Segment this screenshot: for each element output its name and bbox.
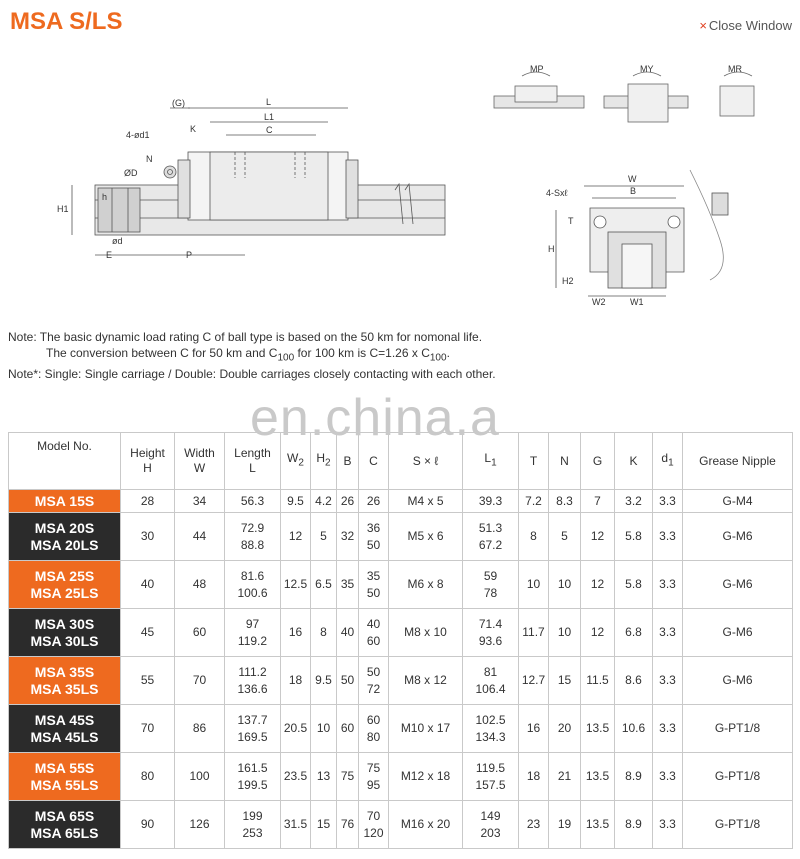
- cell-d1: 3.3: [653, 753, 683, 801]
- cell-h2: 13: [311, 753, 337, 801]
- cell-b: 35: [337, 561, 359, 609]
- label-w1: W1: [630, 297, 644, 307]
- cell-w2: 12.5: [281, 561, 311, 609]
- label-od: ØD: [124, 168, 138, 178]
- table-row: [9, 753, 793, 801]
- label-w: W: [628, 174, 637, 184]
- technical-drawing: [0, 0, 800, 320]
- cell-sxl: M10 x 17: [389, 705, 463, 753]
- cell-c: 70 120: [359, 801, 389, 849]
- cell-length: 72.9 88.8: [225, 513, 281, 561]
- cell-sxl: M16 x 20: [389, 801, 463, 849]
- label-b: B: [630, 186, 637, 196]
- cell-sxl: M6 x 8: [389, 561, 463, 609]
- cell-width: 100: [175, 753, 225, 801]
- end-view-drawing: [556, 170, 728, 296]
- cell-d1: 3.3: [653, 705, 683, 753]
- cell-g: 13.5: [581, 801, 615, 849]
- cell-height: 45: [121, 609, 175, 657]
- cell-g: 7: [581, 490, 615, 513]
- close-icon: ×: [699, 18, 707, 33]
- cell-grease-nipple: G-M6: [683, 609, 793, 657]
- cell-g: 12: [581, 609, 615, 657]
- label-mp: MP: [530, 64, 544, 74]
- cell-d1: 3.3: [653, 801, 683, 849]
- cell-h2: 4.2: [311, 490, 337, 513]
- cell-n: 8.3: [549, 490, 581, 513]
- cell-k: 10.6: [615, 705, 653, 753]
- label-mr: MR: [728, 64, 742, 74]
- col-l1: $L_1$: [463, 433, 519, 490]
- table-row: [9, 513, 793, 561]
- cell-k: 3.2: [615, 490, 653, 513]
- col-g: G: [581, 433, 615, 490]
- cell-l1: 39.3: [463, 490, 519, 513]
- cell-b: 26: [337, 490, 359, 513]
- cell-length: 137.7 169.5: [225, 705, 281, 753]
- cell-t: 11.7: [519, 609, 549, 657]
- cell-t: 18: [519, 753, 549, 801]
- watermark: en.china.a: [250, 389, 500, 447]
- cell-n: 21: [549, 753, 581, 801]
- cell-l1: 149 203: [463, 801, 519, 849]
- note-line-3: Note*: Single: Single carriage / Double: Double carriages closely contacting with each other.: [8, 367, 496, 382]
- model-cell: MSA 30S MSA 30LS: [9, 609, 121, 657]
- cell-n: 15: [549, 657, 581, 705]
- cell-width: 70: [175, 657, 225, 705]
- cell-w2: 23.5: [281, 753, 311, 801]
- cell-length: 111.2 136.6: [225, 657, 281, 705]
- cell-height: 28: [121, 490, 175, 513]
- cell-h2: 15: [311, 801, 337, 849]
- label-l1: L1: [264, 112, 275, 122]
- cell-g: 13.5: [581, 705, 615, 753]
- cell-width: 86: [175, 705, 225, 753]
- label-n: N: [146, 154, 153, 164]
- spec-table: [8, 432, 793, 849]
- cell-length: 81.6 100.6: [225, 561, 281, 609]
- label-4d1: 4-ød1: [126, 130, 150, 140]
- model-cell: MSA 65S MSA 65LS: [9, 801, 121, 849]
- col-model: Model No.: [9, 433, 121, 490]
- cell-t: 8: [519, 513, 549, 561]
- label-my: MY: [640, 64, 654, 74]
- cell-w2: 9.5: [281, 490, 311, 513]
- cell-grease-nipple: G-PT1/8: [683, 705, 793, 753]
- cell-width: 44: [175, 513, 225, 561]
- cell-l1: 81 106.4: [463, 657, 519, 705]
- cell-width: 48: [175, 561, 225, 609]
- cell-l1: 71.4 93.6: [463, 609, 519, 657]
- model-cell: MSA 20S MSA 20LS: [9, 513, 121, 561]
- cell-g: 13.5: [581, 753, 615, 801]
- cell-grease-nipple: G-M4: [683, 490, 793, 513]
- cell-grease-nipple: G-PT1/8: [683, 801, 793, 849]
- cell-grease-nipple: G-M6: [683, 513, 793, 561]
- col-d1: $d_1$: [653, 433, 683, 490]
- col-length: Length L: [225, 433, 281, 490]
- cell-w2: 31.5: [281, 801, 311, 849]
- cell-g: 11.5: [581, 657, 615, 705]
- col-width: Width W: [175, 433, 225, 490]
- table-row: [9, 609, 793, 657]
- col-n: N: [549, 433, 581, 490]
- cell-b: 60: [337, 705, 359, 753]
- cell-k: 8.9: [615, 753, 653, 801]
- col-b: B: [337, 433, 359, 490]
- cell-n: 10: [549, 561, 581, 609]
- note-line-1: Note: The basic dynamic load rating C of ball type is based on the 50 km for nomonal life.: [8, 330, 483, 344]
- cell-b: 76: [337, 801, 359, 849]
- cell-l1: 51.3 67.2: [463, 513, 519, 561]
- cell-n: 19: [549, 801, 581, 849]
- label-t: T: [568, 216, 574, 226]
- cell-k: 6.8: [615, 609, 653, 657]
- cell-height: 90: [121, 801, 175, 849]
- cell-length: 97 119.2: [225, 609, 281, 657]
- cell-t: 7.2: [519, 490, 549, 513]
- cell-l1: 59 78: [463, 561, 519, 609]
- page-title: MSA S/LS: [10, 8, 123, 35]
- cell-c: 40 60: [359, 609, 389, 657]
- label-d: ød: [112, 236, 123, 246]
- cell-h2: 10: [311, 705, 337, 753]
- table-row: [9, 705, 793, 753]
- col-h2: $H_2$: [311, 433, 337, 490]
- col-k: K: [615, 433, 653, 490]
- cell-height: 80: [121, 753, 175, 801]
- cell-w2: 16: [281, 609, 311, 657]
- cell-d1: 3.3: [653, 490, 683, 513]
- cell-n: 20: [549, 705, 581, 753]
- cell-b: 40: [337, 609, 359, 657]
- cell-k: 8.9: [615, 801, 653, 849]
- col-c: C: [359, 433, 389, 490]
- note-line-2: The conversion between C for 50 km and $C_{100}$ for 100 km is C=1.26 x $C_{100}$.: [46, 346, 450, 364]
- label-p: P: [186, 250, 193, 260]
- col-sxl: S × ℓ: [389, 433, 463, 490]
- label-h: h: [102, 192, 108, 202]
- cell-length: 161.5 199.5: [225, 753, 281, 801]
- cell-c: 36 50: [359, 513, 389, 561]
- model-cell: MSA 25S MSA 25LS: [9, 561, 121, 609]
- table-row: [9, 561, 793, 609]
- cell-height: 30: [121, 513, 175, 561]
- col-grease-nipple: Grease Nipple: [683, 433, 793, 490]
- cell-t: 12.7: [519, 657, 549, 705]
- cell-t: 10: [519, 561, 549, 609]
- cell-height: 40: [121, 561, 175, 609]
- cell-height: 55: [121, 657, 175, 705]
- cell-h2: 6.5: [311, 561, 337, 609]
- cell-k: 5.8: [615, 561, 653, 609]
- cell-h2: 8: [311, 609, 337, 657]
- cell-sxl: M8 x 10: [389, 609, 463, 657]
- label-c: C: [266, 125, 273, 135]
- cell-g: 12: [581, 513, 615, 561]
- cell-width: 60: [175, 609, 225, 657]
- cell-n: 10: [549, 609, 581, 657]
- cell-k: 8.6: [615, 657, 653, 705]
- cell-c: 50 72: [359, 657, 389, 705]
- table-header-row: [9, 433, 793, 490]
- cell-t: 16: [519, 705, 549, 753]
- cell-c: 60 80: [359, 705, 389, 753]
- cell-sxl: M8 x 12: [389, 657, 463, 705]
- table-row: [9, 490, 793, 513]
- model-cell: MSA 15S: [9, 490, 121, 513]
- cell-d1: 3.3: [653, 609, 683, 657]
- cell-height: 70: [121, 705, 175, 753]
- label-w2: W2: [592, 297, 606, 307]
- cell-width: 34: [175, 490, 225, 513]
- cell-length: 56.3: [225, 490, 281, 513]
- col-w2: $W_2$: [281, 433, 311, 490]
- col-t: T: [519, 433, 549, 490]
- cell-l1: 102.5 134.3: [463, 705, 519, 753]
- cell-l1: 119.5 157.5: [463, 753, 519, 801]
- model-cell: MSA 55S MSA 55LS: [9, 753, 121, 801]
- moment-views: [494, 72, 754, 122]
- cell-b: 75: [337, 753, 359, 801]
- cell-n: 5: [549, 513, 581, 561]
- cell-t: 23: [519, 801, 549, 849]
- col-height: Height H: [121, 433, 175, 490]
- model-cell: MSA 45S MSA 45LS: [9, 705, 121, 753]
- model-cell: MSA 35S MSA 35LS: [9, 657, 121, 705]
- cell-grease-nipple: G-PT1/8: [683, 753, 793, 801]
- cell-w2: 18: [281, 657, 311, 705]
- cell-length: 199 253: [225, 801, 281, 849]
- label-h2: H2: [562, 276, 574, 286]
- label-h-end: H: [548, 244, 555, 254]
- cell-c: 75 95: [359, 753, 389, 801]
- label-h1: H1: [57, 204, 69, 214]
- cell-c: 26: [359, 490, 389, 513]
- notes: [8, 329, 496, 382]
- label-sxl: 4-Sxℓ: [546, 188, 568, 198]
- cell-b: 50: [337, 657, 359, 705]
- cell-d1: 3.3: [653, 513, 683, 561]
- label-e: E: [106, 250, 113, 260]
- cell-sxl: M12 x 18: [389, 753, 463, 801]
- cell-d1: 3.3: [653, 657, 683, 705]
- cell-g: 12: [581, 561, 615, 609]
- label-g: (G): [172, 98, 185, 108]
- cell-k: 5.8: [615, 513, 653, 561]
- label-l: L: [266, 97, 272, 107]
- cell-sxl: M5 x 6: [389, 513, 463, 561]
- cell-width: 126: [175, 801, 225, 849]
- cell-h2: 9.5: [311, 657, 337, 705]
- close-window-label: Close Window: [708, 18, 792, 33]
- table-row: [9, 801, 793, 849]
- label-k: K: [190, 124, 197, 134]
- cell-w2: 20.5: [281, 705, 311, 753]
- cell-sxl: M4 x 5: [389, 490, 463, 513]
- cell-d1: 3.3: [653, 561, 683, 609]
- cell-grease-nipple: G-M6: [683, 657, 793, 705]
- cell-b: 32: [337, 513, 359, 561]
- table-row: [9, 657, 793, 705]
- cell-c: 35 50: [359, 561, 389, 609]
- cell-grease-nipple: G-M6: [683, 561, 793, 609]
- cell-w2: 12: [281, 513, 311, 561]
- cell-h2: 5: [311, 513, 337, 561]
